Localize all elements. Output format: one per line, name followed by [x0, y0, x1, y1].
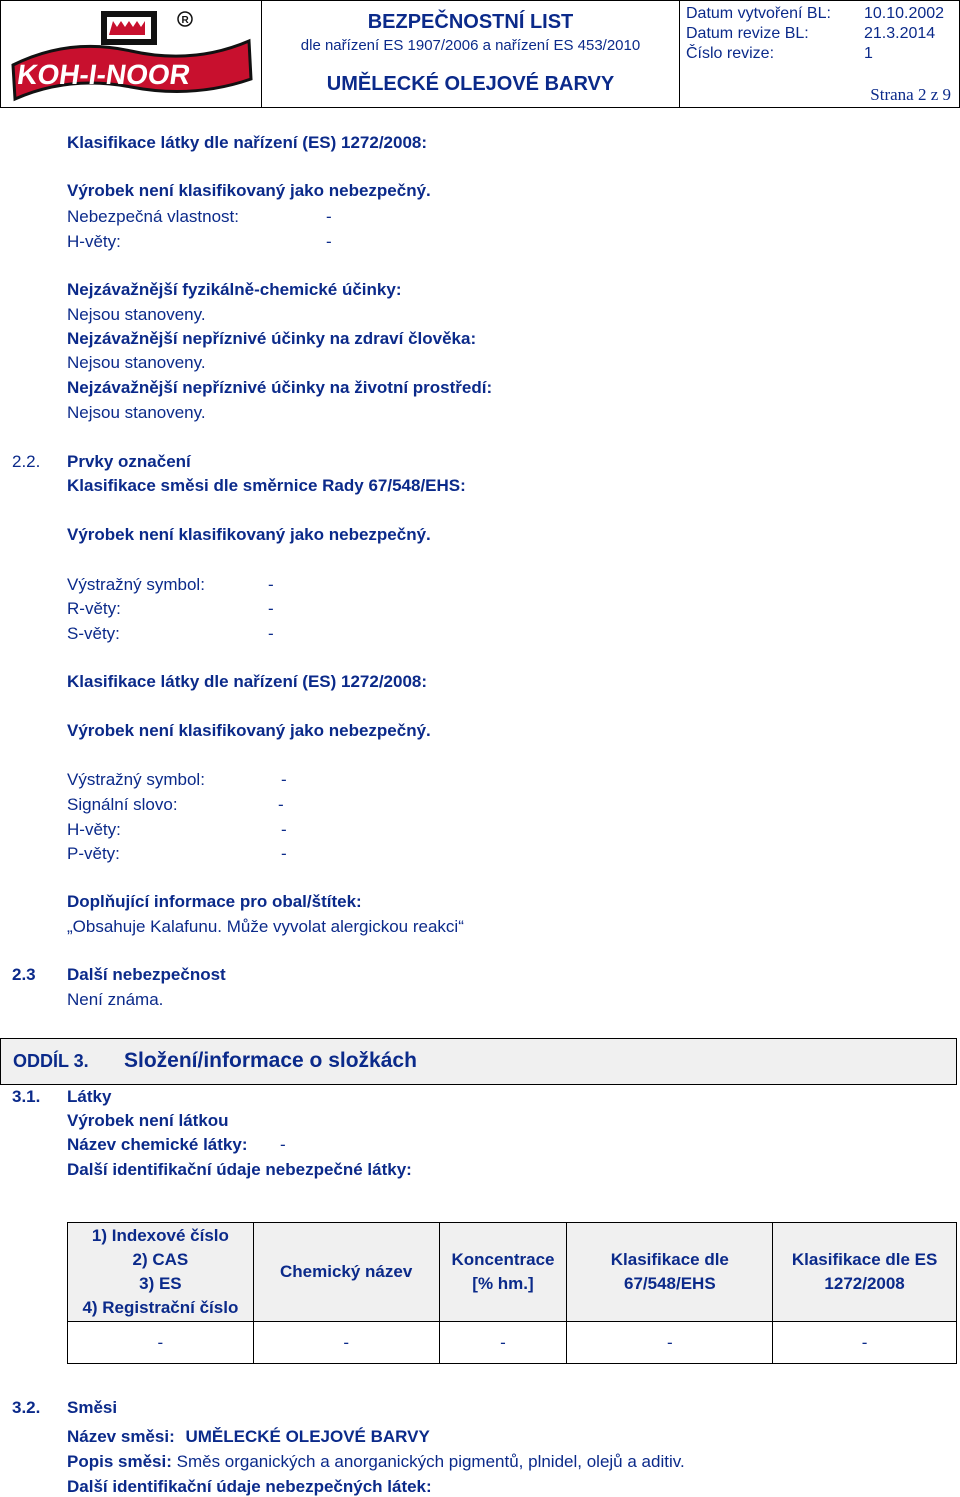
header-line: 3) ES: [139, 1274, 182, 1293]
mixture-name-label: Název směsi:: [67, 1427, 175, 1446]
header-line: [% hm.]: [472, 1274, 534, 1293]
warning-symbol-value: -: [268, 575, 274, 594]
mixture-description-label: Popis směsi:: [67, 1452, 172, 1471]
hazard-property-value: -: [326, 207, 332, 226]
warning-symbol-label: Výstražný symbol:: [67, 575, 205, 594]
meta-created: [686, 5, 945, 23]
hazard-property-label: Nebezpečná vlastnost:: [67, 207, 239, 226]
classification-heading: Klasifikace látky dle nařízení (ES) 1272/2008:: [67, 133, 428, 152]
chemical-name-label: Název chemické látky:: [67, 1135, 248, 1154]
subsection-title: Směsi: [67, 1398, 118, 1417]
mixture-name-line: [67, 1428, 430, 1445]
p-statements-label: P-věty:: [67, 844, 120, 863]
header-line: 2) CAS: [132, 1250, 189, 1269]
table-cell: -: [567, 1322, 773, 1364]
svg-text:R: R: [181, 15, 189, 26]
h-statements-label: H-věty:: [67, 232, 121, 251]
meta-value: 21.3.2014: [864, 25, 936, 42]
environment-value: Nejsou stanoveny.: [67, 403, 206, 422]
subsection-title: Látky: [67, 1087, 112, 1106]
h-statements-label: H-věty:: [67, 820, 121, 839]
warning-symbol-value: -: [281, 770, 287, 789]
physchem-value: Nejsou stanoveny.: [67, 305, 206, 324]
mixture-classification-heading: Klasifikace směsi dle směrnice Rady 67/548/EHS:: [67, 476, 466, 495]
column-header-chemical-name: [253, 1223, 439, 1322]
s-phrases-value: -: [268, 624, 274, 643]
not-substance-text: Výrobek není látkou: [67, 1111, 229, 1130]
table-cell: -: [773, 1322, 957, 1364]
section-number: 2.3: [12, 965, 36, 984]
table-cell: -: [68, 1322, 254, 1364]
meta-revised: [686, 25, 936, 43]
supplemental-info-value: „Obsahuje Kalafunu. Může vyvolat alergickou reakci“: [67, 917, 464, 936]
physchem-heading: Nejzávažnější fyzikálně-chemické účinky:: [67, 280, 402, 299]
r-phrases-label: R-věty:: [67, 599, 121, 618]
not-classified-text: Výrobek není klasifikovaný jako nebezpečný.: [67, 525, 431, 544]
header-line: 4) Registrační číslo: [82, 1298, 239, 1317]
h-statements-value: -: [326, 232, 332, 251]
meta-label: Datum revize BL:: [686, 25, 809, 42]
column-header-concentration: [439, 1223, 567, 1322]
p-statements-value: -: [281, 844, 287, 863]
table-row: [68, 1322, 957, 1364]
section-3-bar: [0, 1038, 957, 1085]
table-cell: -: [439, 1322, 567, 1364]
regulation-line: dle nařízení ES 1907/2006 a nařízení ES 453/2010: [300, 37, 641, 54]
section-title: Prvky označení: [67, 452, 191, 471]
header-line: Klasifikace dle ES: [791, 1250, 938, 1269]
subsection-number: 3.1.: [12, 1087, 41, 1106]
section-number: 2.2.: [12, 452, 41, 471]
meta-value: 10.10.2002: [864, 5, 945, 22]
header-line: Klasifikace dle: [610, 1250, 729, 1269]
health-heading: Nejzávažnější nepříznivé účinky na zdraví člověka:: [67, 329, 477, 348]
title-cell: [261, 0, 680, 108]
warning-symbol-label: Výstražný symbol:: [67, 770, 205, 789]
mixture-description-value: Směs organických a anorganických pigmentů, plnidel, olejů a aditiv.: [176, 1452, 685, 1471]
not-classified-text: Výrobek není klasifikovaný jako nebezpečný.: [67, 181, 431, 200]
meta-label: Číslo revize:: [686, 45, 775, 62]
composition-table: [67, 1222, 957, 1364]
h-statements-value: -: [281, 820, 287, 839]
document-header: [0, 0, 960, 108]
signal-word-value: -: [278, 795, 284, 814]
header-line: 67/548/EHS: [623, 1274, 716, 1293]
not-classified-text: Výrobek není klasifikovaný jako nebezpečný.: [67, 721, 431, 740]
section-title: Další nebezpečnost: [67, 965, 226, 984]
mixture-description-line: [67, 1453, 685, 1470]
signal-word-label: Signální slovo:: [67, 795, 178, 814]
subsection-number: 3.2.: [12, 1398, 41, 1417]
header-line: 1272/2008: [824, 1274, 905, 1293]
koh-i-noor-logo: [9, 7, 255, 103]
logo-cell: [0, 0, 262, 108]
table-header-row: [68, 1223, 957, 1322]
chemical-name-value: -: [280, 1135, 286, 1154]
section-number: ODDÍL 3.: [13, 1051, 89, 1071]
header-line: Koncentrace: [451, 1250, 555, 1269]
environment-heading: Nejzávažnější nepříznivé účinky na životní prostředí:: [67, 378, 493, 397]
further-identification-heading: Další identifikační údaje nebezpečné látky:: [67, 1160, 412, 1179]
section-title: Složení/informace o složkách: [124, 1049, 417, 1072]
other-hazards-value: Není známa.: [67, 990, 164, 1009]
health-value: Nejsou stanoveny.: [67, 353, 206, 372]
page-number: Strana 2 z 9: [870, 85, 951, 104]
supplemental-info-heading: Doplňující informace pro obal/štítek:: [67, 892, 362, 911]
meta-revision-number: [686, 45, 873, 63]
column-header-classification-1272: [773, 1223, 957, 1322]
r-phrases-value: -: [268, 599, 274, 618]
further-identification-heading: Další identifikační údaje nebezpečných látek:: [67, 1477, 432, 1496]
header-line: 1) Indexové číslo: [91, 1226, 229, 1245]
column-header-identifiers: [68, 1223, 254, 1322]
product-name: UMĚLECKÉ OLEJOVÉ BARVY: [326, 73, 615, 95]
meta-value: 1: [864, 45, 873, 62]
svg-text:KOH-I-NOOR: KOH-I-NOOR: [15, 59, 193, 90]
header-line: Chemický název: [280, 1262, 413, 1281]
table-cell: -: [253, 1322, 439, 1364]
s-phrases-label: S-věty:: [67, 624, 120, 643]
meta-cell: [679, 0, 960, 108]
meta-label: Datum vytvoření BL:: [686, 5, 831, 22]
column-header-classification-67-548: [567, 1223, 773, 1322]
classification-heading: Klasifikace látky dle nařízení (ES) 1272/2008:: [67, 672, 428, 691]
document-title: BEZPEČNOSTNÍ LIST: [367, 11, 574, 33]
mixture-name-value: UMĚLECKÉ OLEJOVÉ BARVY: [185, 1427, 430, 1446]
